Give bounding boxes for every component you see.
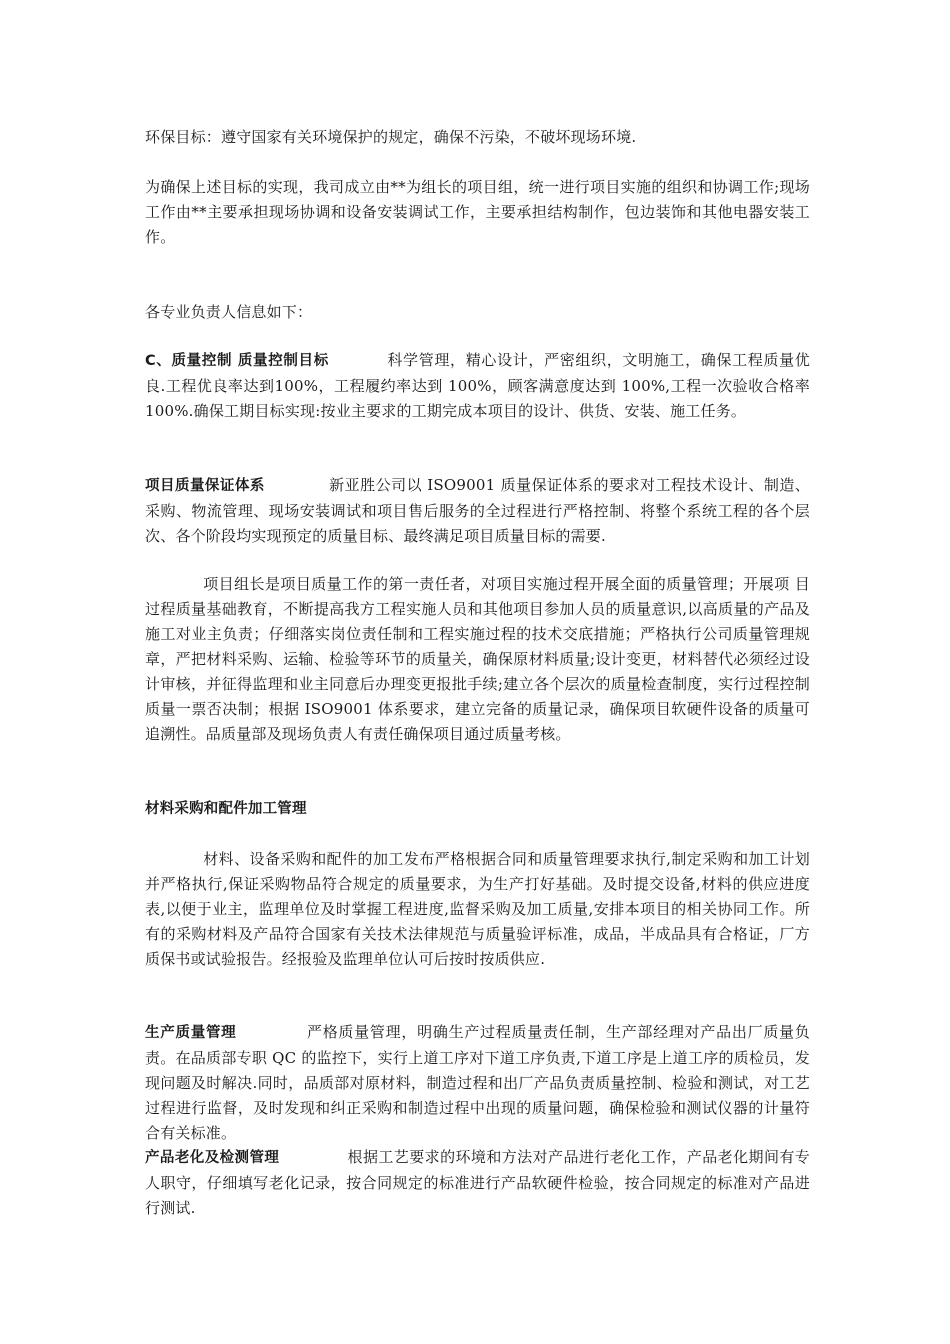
materials-heading: 材料采购和配件加工管理	[145, 801, 307, 817]
quality-assurance-body: 新亚胜公司以 ISO9001 质量保证体系的要求对工程技术设计、制造、采购、物流管理、现场安装调试和项目售后服务的全过程进行严格控制、将整个系统工程的各个层次、各个阶段均实现预定的质量目标、最终满足项目质量目标的需要.	[145, 476, 810, 545]
materials-text: 材料、设备采购和配件的加工发布严格根据合同和质量管理要求执行,制定采购和加工计划并严格执行,保证采购物品符合规定的质量要求，为生产打好基础。及时提交设备,材料的供应进度表,以便于业主，监理单位及时掌握工程进度,监督采购及加工质量,安排本项目的相关协同工作。所有的采购材料及产品符合国家有关技术法律规范与质量验评标准，成品，半成品具有合格证，厂方质保书或试验报告。经报验及监理单位认可后按时按质供应.	[145, 850, 810, 968]
materials-paragraph	[145, 847, 810, 972]
project-leader-paragraph	[145, 572, 810, 747]
quality-control-goal-section	[145, 348, 810, 424]
project-team-paragraph: 为确保上述目标的实现，我司成立由**为组长的项目组，统一进行项目实施的组织和协调工作;现场工作由**主要承担现场协调和设备安装调试工作，主要承担结构制作，包边装饰和其他电器安装工作。	[145, 178, 810, 246]
project-leader-text: 项目组长是项目质量工作的第一责任者，对项目实施过程开展全面的质量管理；开展项 目过程质量基础教育，不断提高我方工程实施人员和其他项目参加人员的质量意识,以高质量的产品及施工对业主负责；仔细落实岗位责任制和工程实施过程的技术交底措施；严格执行公司质量管理规章，严把材料采购、运输、检验等环节的质量关，确保原材料质量;设计变更，材料替代必须经过设计审核，并征得监理和业主同意后办理变更报批手续;建立各个层次的质量检查制度，实行过程控制质量一票否决制；根据 ISO9001 体系要求，建立完备的质量记录，确保项目软硬件设备的质量可追溯性。品质量部及现场负责人有责任确保项目通过质量考核。	[145, 575, 810, 743]
quality-control-heading: C、质量控制 质量控制目标	[145, 353, 329, 369]
aging-testing-body: 根据工艺要求的环境和方法对产品进行老化工作，产品老化期间有专人职守，仔细填写老化记录，按合同规定的标准进行产品软硬件检验，按合同规定的标准对产品进行测试.	[145, 1148, 810, 1217]
production-quality-section	[145, 1020, 810, 1146]
aging-testing-heading: 产品老化及检测管理	[145, 1150, 280, 1166]
quality-assurance-heading: 项目质量保证体系	[145, 478, 265, 494]
production-quality-body: 严格质量管理，明确生产过程质量责任制，生产部经理对产品出厂质量负责。在品质部专职 QC 的监控下，实行上道工序对下道工序负责,下道工序是上道工序的质检员，发现问题及时解决.同时，品质部对原材料，制造过程和出厂产品负责质量控制、检验和测试，对工艺过程进行监督，及时发现和纠正采购和制造过程中出现的质量问题，确保检验和测试仪器的计量符合有关标准。	[145, 1023, 810, 1142]
environment-goal-paragraph: 环保目标：遵守国家有关环境保护的规定，确保不污染，不破坏现场环境.	[145, 128, 637, 146]
responsible-persons-intro: 各专业负责人信息如下：	[145, 303, 313, 321]
aging-testing-section	[145, 1145, 810, 1221]
quality-control-body: 科学管理，精心设计，严密组织，文明施工，确保工程质量优良.工程优良率达到100%，工程履约率达到 100%，顾客满意度达到 100%,工程一次验收合格率 100%.确保工期目标实现:按业主要求的工期完成本项目的设计、供货、安装、施工任务。	[145, 351, 810, 420]
production-quality-heading: 生产质量管理	[145, 1025, 237, 1041]
quality-assurance-section	[145, 473, 810, 549]
